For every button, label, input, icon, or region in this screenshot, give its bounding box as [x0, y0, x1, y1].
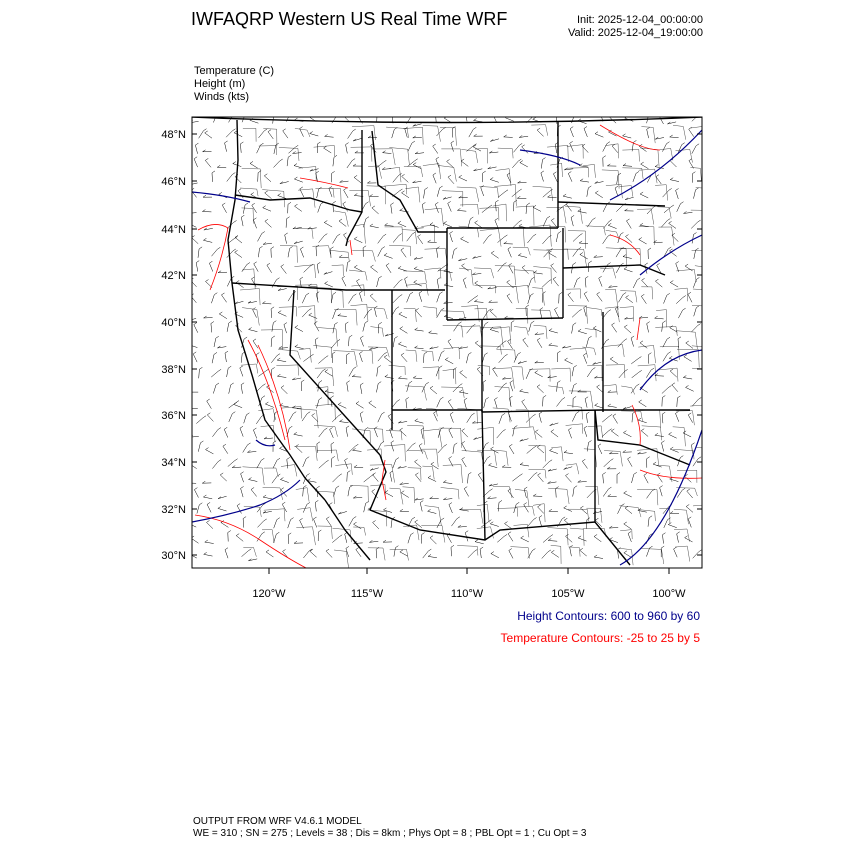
plot-title: IWFAQRP Western US Real Time WRF [191, 9, 508, 29]
map-background [192, 117, 702, 568]
lon-tick-label: 110°W [450, 588, 484, 600]
height-contour-legend: Height Contours: 600 to 960 by 60 [517, 609, 700, 623]
lat-tick-label: 36°N [161, 410, 186, 422]
lat-tick-label: 42°N [161, 270, 186, 282]
temperature-contour-legend: Temperature Contours: -25 to 25 by 5 [500, 631, 700, 645]
lon-tick-label: 105°W [551, 588, 585, 600]
lat-tick-label: 48°N [161, 129, 186, 141]
variable-winds: Winds (kts) [194, 91, 249, 103]
lat-tick-label: 44°N [161, 224, 186, 236]
init-time: Init: 2025-12-04_00:00:00 [577, 14, 703, 26]
variable-height: Height (m) [194, 78, 246, 90]
lon-tick-label: 115°W [350, 588, 384, 600]
model-config: WE = 310 ; SN = 275 ; Levels = 38 ; Dis = 8km ; Phys Opt = 8 ; PBL Opt = 1 ; Cu Opt = 3 [193, 828, 587, 839]
lat-tick-label: 30°N [161, 550, 186, 562]
model-version: OUTPUT FROM WRF V4.6.1 MODEL [193, 816, 362, 827]
lat-tick-label: 32°N [161, 504, 186, 516]
lon-tick-label: 100°W [652, 588, 686, 600]
valid-time: Valid: 2025-12-04_19:00:00 [568, 27, 703, 39]
longitude-ticks [252, 568, 686, 600]
lon-tick-label: 120°W [252, 588, 286, 600]
lat-tick-label: 46°N [161, 176, 186, 188]
lat-tick-label: 34°N [161, 457, 186, 469]
lat-tick-label: 40°N [161, 317, 186, 329]
variable-temperature: Temperature (C) [194, 65, 275, 77]
model-info [193, 816, 586, 840]
lat-tick-label: 38°N [161, 364, 186, 376]
